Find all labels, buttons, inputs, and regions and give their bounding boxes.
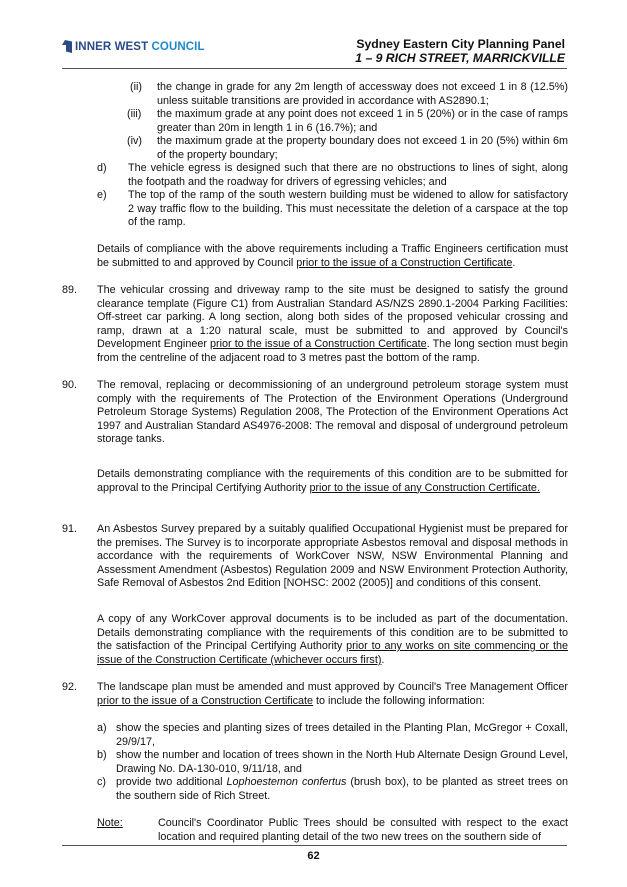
list-item-text: the change in grade for any 2m length of accessway does not exceed 1 in 8 (12.5%) unless suitable transitions are provided in accordance with AS2890.1; [157,81,568,107]
list-label: e) [97,189,107,201]
panel-subtitle: 1 – 9 RICH STREET, MARRICKVILLE [355,51,565,65]
list-item-text: The top of the ramp of the south western building must be widened to allow for satisfactory 2 way traffic flow to the building. This must necessitate the deletion of a carspace at the top of the ramp. [128,189,568,229]
condition-number: 92. [62,681,78,693]
header-divider [62,68,567,69]
underlined-phrase: prior to the issue of a Construction Certificate [210,338,427,351]
note-label: Note: [97,817,123,829]
condition-number: 91. [62,523,78,535]
paragraph: Details of compliance with the above requirements including a Traffic Engineers certification must be submitted to and approved by Council prior to the issue of a Construction Certificate. [97,243,568,269]
footer-divider [62,845,567,846]
underlined-phrase: prior to the issue of any Construction Certificate. [309,481,540,494]
list-label: c) [97,776,106,788]
panel-title: Sydney Eastern City Planning Panel [356,37,565,51]
underlined-phrase: prior to any works on site commencing or the issue of the Construction Certificate (whichever occurs first) [97,640,568,666]
logo-word-1: INNER WEST [75,40,149,53]
list-label: (ii) [130,81,142,93]
panel-title-block [355,37,565,65]
condition-number: 89. [62,284,78,296]
underlined-phrase: prior to the issue of a Construction Certificate [97,694,314,707]
list-item-text: show the species and planting sizes of trees detailed in the Planting Plan, McGregor + Coxall, 29/9/17, [116,722,568,748]
list-label: b) [97,749,107,761]
species-name: Lophoestemon confertus [226,776,347,788]
list-label: a) [97,722,107,734]
paragraph: Details demonstrating compliance with the requirements of this condition are to be submitted for approval to the Principal Certifying Authority prior to the issue of any Construction Certificate. [97,468,568,494]
list-item-text: the maximum grade at any point does not exceed 1 in 5 (20%) or in the case of ramps greater than 20m in length 1 in 6 (16.7%); and [157,108,568,134]
list-item-text: the maximum grade at the property boundary does not exceed 1 in 20 (5%) within 6m of the property boundary; [157,135,568,161]
page-header [0,0,627,80]
list-label: (iii) [127,108,142,120]
council-logo [62,40,205,53]
list-item-text: The vehicle egress is designed such that there are no obstructions to lines of sight, along the footpath and the roadway for drivers of egressing vehicles; and [128,162,568,188]
council-logo-icon [62,40,72,53]
logo-word-2: COUNCIL [151,40,205,53]
condition-text: The landscape plan must be amended and must approved by Council's Tree Management Officer prior to the issue of a Construction Certificate to include the following information: [97,681,568,707]
list-label: d) [97,162,107,174]
page-number: 62 [307,850,320,862]
condition-number: 90. [62,379,78,391]
paragraph: A copy of any WorkCover approval documents is to be included as part of the documentation. Details demonstrating compliance with the requirements of this condition are to be submitted to the satisfaction of the Principal Certifying Authority prior to any works on site commencing or the issue of the Construction Certificate (whichever occurs first). [97,613,568,666]
condition-text: The removal, replacing or decommissioning of an underground petroleum storage system must comply with the requirements of The Protection of the Environment Operations (Underground Petroleum Storage Systems) Regulation 2008, The Protection of the Environment Operations Act 1997 and Australian Standard AS4976-2008: The removal and disposal of underground petroleum storage tanks. [97,379,568,446]
underlined-phrase: prior to the issue of a Construction Certificate [296,256,513,269]
list-item-text: show the number and location of trees shown in the North Hub Alternate Design Ground Level, Drawing No. DA-130-010, 9/11/18, and [116,749,568,775]
condition-text: An Asbestos Survey prepared by a suitably qualified Occupational Hygienist must be prepared for the premises. The Survey is to incorporate appropriate Asbestos removal and disposal methods in accordance with the requirements of WorkCover NSW, NSW Environmental Planning and Assessment Amendment (Asbestos) Regulation 2009 and NSW Environment Protection Authority, Safe Removal of Asbestos 2nd Edition [NOHSC: 2002 (2005)] and conditions of this consent. [97,523,568,590]
condition-text: The vehicular crossing and driveway ramp to the site must be designed to satisfy the ground clearance template (Figure C1) from Australian Standard AS/NZS 2890.1-2004 Parking Facilities: Off-street car parking. A long section, along both sides of the proposed vehicular crossing and ramp, drawn at a 1:20 natural scale, must be submitted to and approved by Council's Development Engineer prior to the issue of a Construction Certificate. The long section must begin from the centreline of the adjacent road to 3 metres past the bottom of the ramp. [97,284,568,364]
list-item-text: provide two additional Lophoestemon confertus (brush box), to be planted as street trees on the southern side of Rich Street. [116,776,568,802]
note-text: Council's Coordinator Public Trees should be consulted with respect to the exact location and required planting detail of the two new trees on the southern side of [158,817,568,843]
list-label: (iv) [127,135,142,147]
